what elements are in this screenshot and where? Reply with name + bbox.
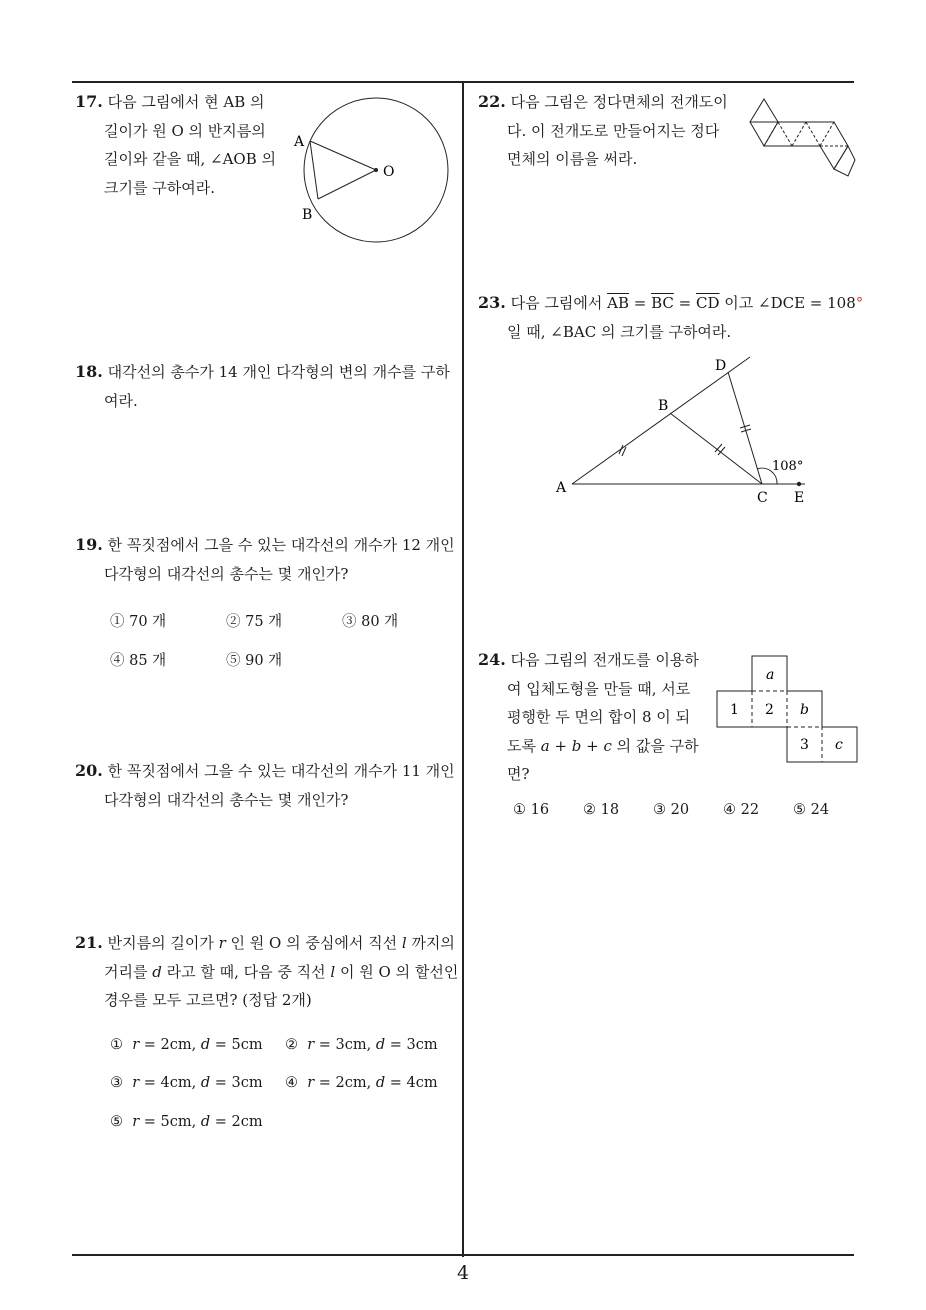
question-number: 23. xyxy=(478,293,506,312)
choice-1[interactable]: ① 70 개 xyxy=(110,614,167,630)
question-number: 17. xyxy=(75,92,103,111)
question-24: 24. 다음 그림의 전개도를 이용하 여 입체도형을 만들 때, 서로 평행한 두 면의 합이 8 이 되 도록 a + b + c 의 값을 구하 면? xyxy=(478,646,699,789)
question-18 xyxy=(75,358,450,415)
label-a: A xyxy=(556,480,567,496)
label-c: C xyxy=(757,490,768,506)
choice-2[interactable]: ② 75 개 xyxy=(226,614,283,630)
circle-figure xyxy=(285,90,465,250)
choice-5[interactable]: ⑤ 24 xyxy=(793,802,830,818)
question-text: 다음 그림은 정다면체의 전개도이 xyxy=(510,93,728,111)
question-23: 23. 다음 그림에서 $\overline{AB} = \overline{BC} = \overline{CD}$ 이고 ∠DCE = 108° 일 때, ∠BAC 의 크기를 구하여라. xyxy=(478,289,863,346)
question-20 xyxy=(75,757,455,814)
label-b: B xyxy=(302,207,313,223)
question-number: 18. xyxy=(75,362,103,381)
question-text: 길이가 원 O 의 반지름의 xyxy=(104,121,266,140)
label-b: B xyxy=(658,398,669,414)
choice-4[interactable]: ④ 85 개 xyxy=(110,653,167,669)
choice-1[interactable]: ① 16 xyxy=(513,802,550,818)
choice-4[interactable]: ④ r = 2cm, d = 4cm xyxy=(285,1075,438,1091)
question-number: 20. xyxy=(75,761,103,780)
question-21: 21. 반지름의 길이가 r 인 원 O 의 중심에서 직선 l 까지의 거리를 d 라고 할 때, 다음 중 직선 l 이 원 O 의 할선인 경우를 모두 고르면? (정답 2개) xyxy=(75,929,458,1015)
question-text: 한 꼭짓점에서 그을 수 있는 대각선의 개수가 12 개인 xyxy=(107,536,455,554)
question-22 xyxy=(478,88,728,174)
question-text: 경우를 모두 고르면? (정답 2개) xyxy=(104,991,312,1009)
label-e: E xyxy=(794,490,805,506)
face-a: a xyxy=(766,667,775,683)
octahedron-net xyxy=(745,95,860,180)
face-c: c xyxy=(835,737,843,753)
question-text: 여 입체도형을 만들 때, 서로 xyxy=(507,679,691,698)
choice-2[interactable]: ② r = 3cm, d = 3cm xyxy=(285,1037,438,1053)
column-divider xyxy=(462,82,464,1257)
question-19 xyxy=(75,531,455,588)
question-text: 면? xyxy=(507,765,530,783)
question-text: 다음 그림에서 현 AB 의 xyxy=(107,93,265,111)
face-1: 1 xyxy=(730,702,739,718)
label-a: A xyxy=(294,134,305,150)
label-angle: 108° xyxy=(772,459,804,474)
choice-1[interactable]: ① r = 2cm, d = 5cm xyxy=(110,1037,263,1053)
question-17 xyxy=(75,88,276,202)
question-text: 대각선의 총수가 14 개인 다각형의 변의 개수를 구하 xyxy=(107,363,450,381)
question-text: 평행한 두 면의 합이 8 이 되 xyxy=(507,708,691,726)
radius-ob xyxy=(318,170,376,199)
face-2: 2 xyxy=(765,702,774,718)
choice-2[interactable]: ② 18 xyxy=(583,802,620,818)
label-d: D xyxy=(715,358,727,374)
question-text: 크기를 구하여라. xyxy=(104,178,215,197)
question-text: 여라. xyxy=(104,391,138,410)
question-number: 21. xyxy=(75,933,103,952)
chord-ab xyxy=(310,141,318,199)
question-number: 24. xyxy=(478,650,506,669)
question-text: 길이와 같을 때, ∠AOB 의 xyxy=(104,150,276,168)
label-o: O xyxy=(383,164,395,180)
face-b: b xyxy=(800,702,809,718)
triangle-figure xyxy=(550,350,820,510)
question-text: 다각형의 대각선의 총수는 몇 개인가? xyxy=(104,790,349,809)
face-3: 3 xyxy=(800,737,809,753)
question-text: 면체의 이름을 써라. xyxy=(507,150,638,168)
choice-3[interactable]: ③ 80 개 xyxy=(342,614,399,630)
choice-5[interactable]: ⑤ 90 개 xyxy=(226,653,283,669)
radius-oa xyxy=(310,141,376,170)
choice-3[interactable]: ③ r = 4cm, d = 3cm xyxy=(110,1075,263,1091)
choice-4[interactable]: ④ 22 xyxy=(723,802,760,818)
center-point xyxy=(374,168,378,172)
question-number: 19. xyxy=(75,535,103,554)
page-number: 4 xyxy=(456,1262,470,1284)
choice-3[interactable]: ③ 20 xyxy=(653,802,690,818)
question-text: 다각형의 대각선의 총수는 몇 개인가? xyxy=(104,564,349,583)
question-text: 한 꼭짓점에서 그을 수 있는 대각선의 개수가 11 개인 xyxy=(107,762,455,780)
question-text: 다. 이 전개도로 만들어지는 정다 xyxy=(507,121,720,140)
cube-net xyxy=(712,650,862,766)
question-text: 다음 그림의 전개도를 이용하 xyxy=(510,651,699,669)
choice-5[interactable]: ⑤ r = 5cm, d = 2cm xyxy=(110,1114,263,1130)
question-text: 일 때, ∠BAC 의 크기를 구하여라. xyxy=(507,322,732,341)
question-number: 22. xyxy=(478,92,506,111)
